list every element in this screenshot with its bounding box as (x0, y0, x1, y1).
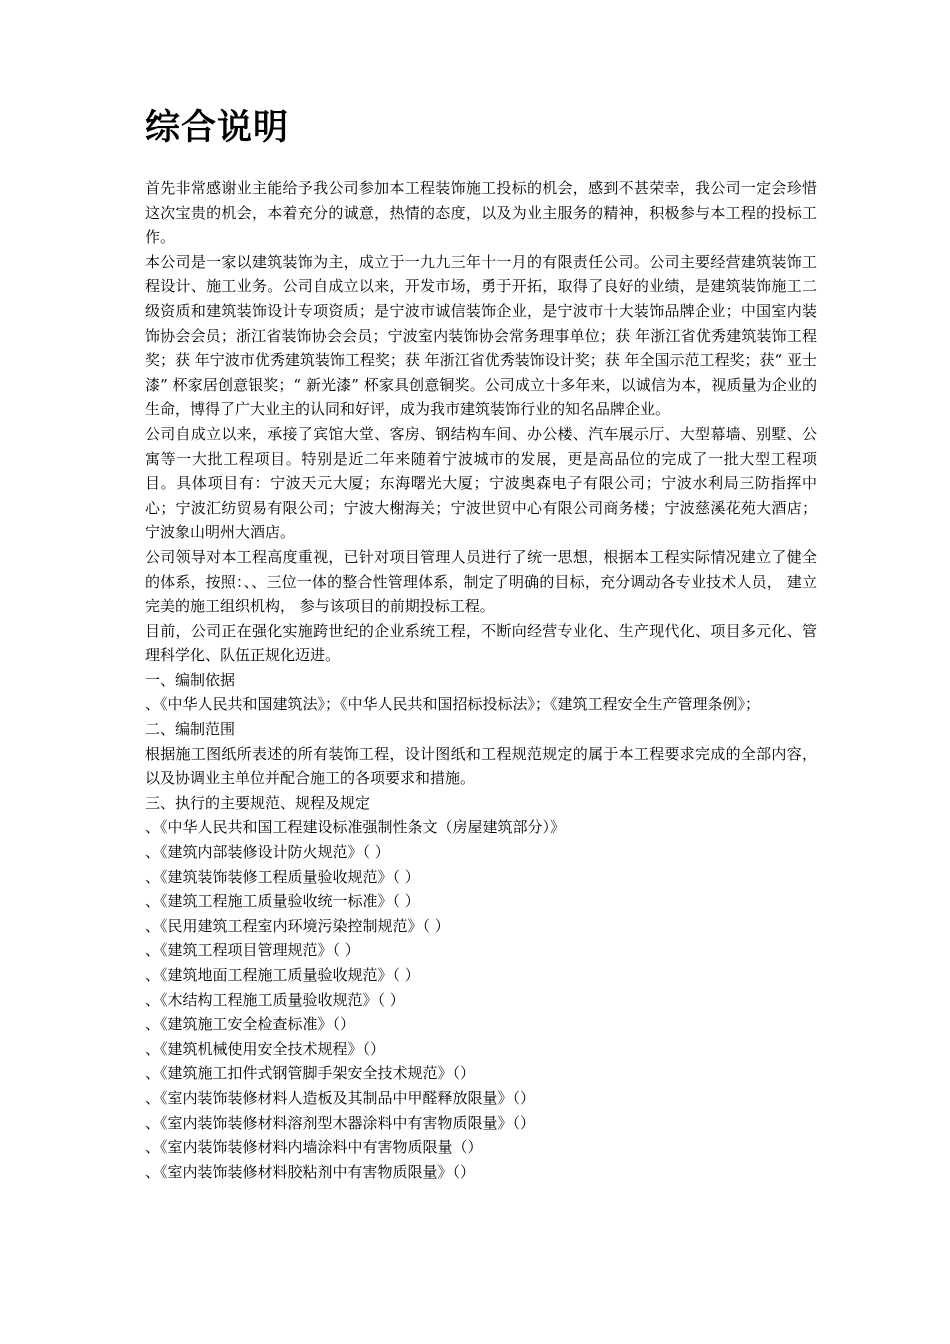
list-item: 、《建筑施工扣件式钢管脚手架安全技术规范》（） (145, 1064, 476, 1083)
list-item: 、《室内装饰装修材料胶粘剂中有害物质限量》（） (145, 1162, 476, 1181)
list-item: 、《室内装饰装修材料内墙涂料中有害物质限量（） (145, 1138, 483, 1157)
list-item: 、《室内装饰装修材料溶剂型木器涂料中有害物质限量》（） (145, 1113, 536, 1132)
document-title: 综合说明 (145, 108, 290, 148)
section-heading-scope: 二、编制范围 (145, 720, 236, 739)
list-item: 、《民用建筑工程室内环境污染控制规范》（ ） (145, 916, 450, 935)
list-item: 、《建筑机械使用安全技术规程》（） (145, 1039, 386, 1058)
list-item: 、《中华人民共和国工程建设标准强制性条文（房屋建筑部分）》 (145, 818, 566, 837)
paragraph-management: 公司领导对本工程高度重视，已针对项目管理人员进行了统一思想，根据本工程实际情况建立了健全的体系，按照：、、三位一体的整合性管理体系，制定了明确的目标，充分调动各专业技术人员， 建立完美的施工组织机构， 参与该项目的前期投标工程。 (145, 547, 817, 616)
section-heading-basis: 一、编制依据 (145, 670, 236, 689)
standards-list (145, 815, 817, 1184)
paragraph-company-profile: 本公司是一家以建筑装饰为主，成立于一九九三年十一月的有限责任公司。公司主要经营建筑装饰工程设计、施工业务。公司自成立以来，开发市场，勇于开拓，取得了良好的业绩，是建筑装饰施工二级资质和建筑装饰设计专项资质；是宁波市诚信装饰企业，是宁波市十大装饰品牌企业；中国室内装饰协会会员；浙江省装饰协会会员；宁波室内装饰协会常务理事单位；获 年浙江省优秀建筑装饰工程奖；获 年宁波市优秀建筑装饰工程奖；获 年浙江省优秀装饰设计奖；获 年全国示范工程奖；获“ 亚士漆” 杯家居创意银奖；“ 新光漆” 杯家具创意铜奖。公司成立十多年来，以诚信为本，视质量为企业的生命，博得了广大业主的认同和好评，成为我市建筑装饰行业的知名品牌企业。 (145, 252, 817, 419)
list-item: 、《木结构工程施工质量验收规范》（ ） (145, 990, 405, 1009)
list-item: 、《建筑工程施工质量验收统一标准》（ ） (145, 892, 420, 911)
list-item: 、《建筑装饰装修工程质量验收规范》（ ） (145, 867, 420, 886)
document-page (145, 98, 817, 1184)
paragraph-strategy: 目前，公司正在强化实施跨世纪的企业系统工程，不断向经营专业化、生产现代化、项目多元化、管理科学化、队伍正规化迈进。 (145, 621, 817, 665)
paragraph-projects: 公司自成立以来，承接了宾馆大堂、客房、钢结构车间、办公楼、汽车展示厅、大型幕墙、别墅、公寓等一大批工程项目。特别是近二年来随着宁波城市的发展，更是高品位的完成了一批大型工程项目。具体项目有：宁波天元大厦；东海曙光大厦；宁波奥森电子有限公司；宁波水利局三防指挥中心；宁波汇纺贸易有限公司；宁波大榭海关；宁波世贸中心有限公司商务楼；宁波慈溪花苑大酒店； 宁波象山明州大酒店。 (145, 424, 817, 542)
list-item: 、《建筑地面工程施工质量验收规范》（ ） (145, 966, 420, 984)
paragraph-intro: 首先非常感谢业主能给予我公司参加本工程装饰施工投标的机会，感到不甚荣幸，我公司一定会珍惜这次宝贵的机会，本着充分的诚意，热情的态度，以及为业主服务的精神，积极参与本工程的投标工作。 (145, 179, 817, 247)
list-item: 、《建筑内部装修设计防火规范》（ ） (145, 843, 390, 862)
list-item: 、《建筑施工安全检查标准》（） (145, 1015, 356, 1034)
list-item: 、《室内装饰装修材料人造板及其制品中甲醛释放限量》（） (145, 1088, 536, 1107)
section-body-basis: 、《中华人民共和国建筑法》；《中华人民共和国招标投标法》；《建筑工程安全生产管理条例》； (145, 695, 761, 714)
section-heading-standards: 三、执行的主要规范、规程及规定 (145, 793, 371, 812)
section-body-scope: 根据施工图纸所表述的所有装饰工程，设计图纸和工程规范规定的属于本工程要求完成的全部内容，以及协调业主单位并配合施工的各项要求和措施。 (145, 744, 817, 788)
list-item: 、《建筑工程项目管理规范》（ ） (145, 941, 360, 960)
